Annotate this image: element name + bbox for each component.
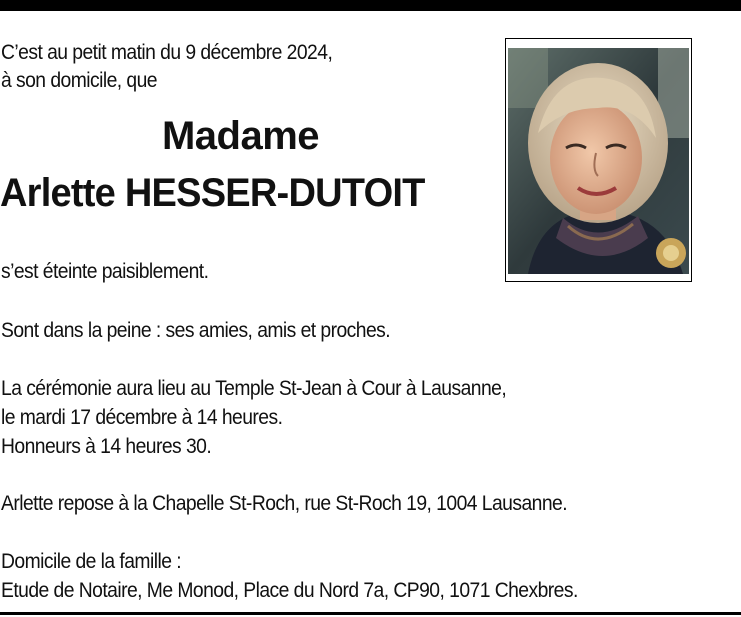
intro-line-1: C’est au petit matin du 9 décembre 2024,: [1, 41, 333, 64]
portrait-photo: [508, 48, 689, 274]
ceremony-line-2: le mardi 17 décembre à 14 heures.: [1, 406, 283, 429]
ceremony-line-3: Honneurs à 14 heures 30.: [1, 435, 212, 458]
honorific-title: Madame: [161, 114, 320, 158]
family-address: [1, 547, 578, 605]
ceremony-line-1: La cérémonie aura lieu au Temple St-Jean à Cour à Lausanne,: [1, 377, 507, 400]
intro-text: [1, 39, 332, 95]
passed-line: s’est éteinte paisiblement.: [1, 260, 209, 283]
mourners-statement: [1, 316, 390, 345]
intro-line-2: à son domicile, que: [1, 69, 157, 92]
passed-statement: [1, 257, 208, 286]
family-address-line-2: Etude de Notaire, Me Monod, Place du Nord 7a, CP90, 1071 Chexbres.: [1, 579, 578, 602]
repose-location: [1, 489, 567, 518]
portrait-photo-frame: [505, 38, 692, 282]
family-address-line-1: Domicile de la famille :: [1, 550, 182, 573]
repose-line: Arlette repose à la Chapelle St-Roch, rue St-Roch 19, 1004 Lausanne.: [1, 492, 568, 515]
ceremony-details: [1, 374, 506, 461]
deceased-name: Arlette HESSER-DUTOIT: [0, 171, 425, 215]
mourners-line: Sont dans la peine : ses amies, amis et proches.: [1, 319, 391, 342]
top-rule: [0, 0, 741, 11]
bottom-rule: [0, 612, 741, 615]
portrait-illustration: [508, 48, 689, 274]
